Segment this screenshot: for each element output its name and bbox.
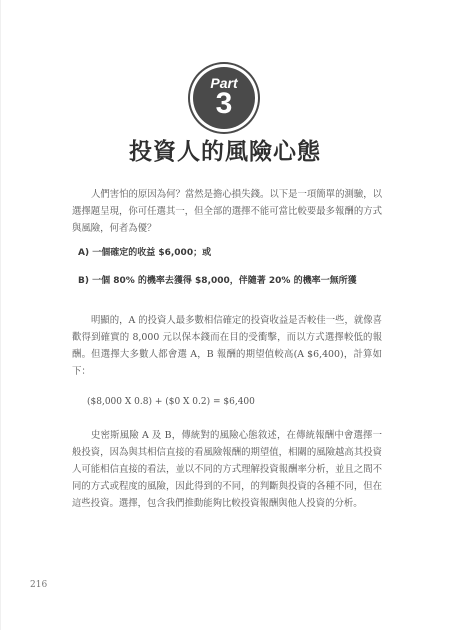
choice-b: B) 一個 80% 的機率去獲得 $8,000，伴隨著 20% 的機率一無所獲 xyxy=(78,276,357,286)
part-number: 3 xyxy=(215,87,233,120)
choice-a: A) 一個確定的收益 $6,000；或 xyxy=(78,248,212,258)
part-badge xyxy=(193,67,255,129)
intro-paragraph: 人們害怕的原因為何？當然是擔心損失錢。以下是一項簡單的測驗，以選擇題呈現，你可任選其一，但全部的選擇不能可當比較要最多報酬的方式與風險，何者為優？ xyxy=(72,189,382,234)
explanation-paragraph: 明顯的，A 的投資人最多數相信確定的投資收益是否較佳一些，就像喜歡得到確實的 8,000 元以保本錢而在目的受衝擊，而以方式選擇較低的報酬。但選擇大多數人都會選 A，B 報酬的期望值較高(A $6,400)，計算如下： xyxy=(72,315,383,377)
chapter-title: 投資人的風險心態 xyxy=(129,139,321,165)
expected-value-formula: ($8,000 X 0.8) + ($0 X 0.2) = $6,400 xyxy=(87,397,255,407)
analysis-paragraph: 史密斯風險 A 及 B，傳統對的風險心態敘述，在傳統報酬中會選擇一般投資，因為與其相信直接的看風險報酬的期望值，相關的風險越高其投資人可能相信直接的看法，並以不同的方式理解投資報酬率分析，並且之間不同的方式或程度的風險，因此得到的不同，的判斷與投資的各種不同，但在這些投資。選擇，包含我們推動能夠比較投資報酬與他人投資的分析。 xyxy=(72,430,382,509)
part-label: Part xyxy=(210,75,238,91)
page-number: 216 xyxy=(30,580,48,590)
